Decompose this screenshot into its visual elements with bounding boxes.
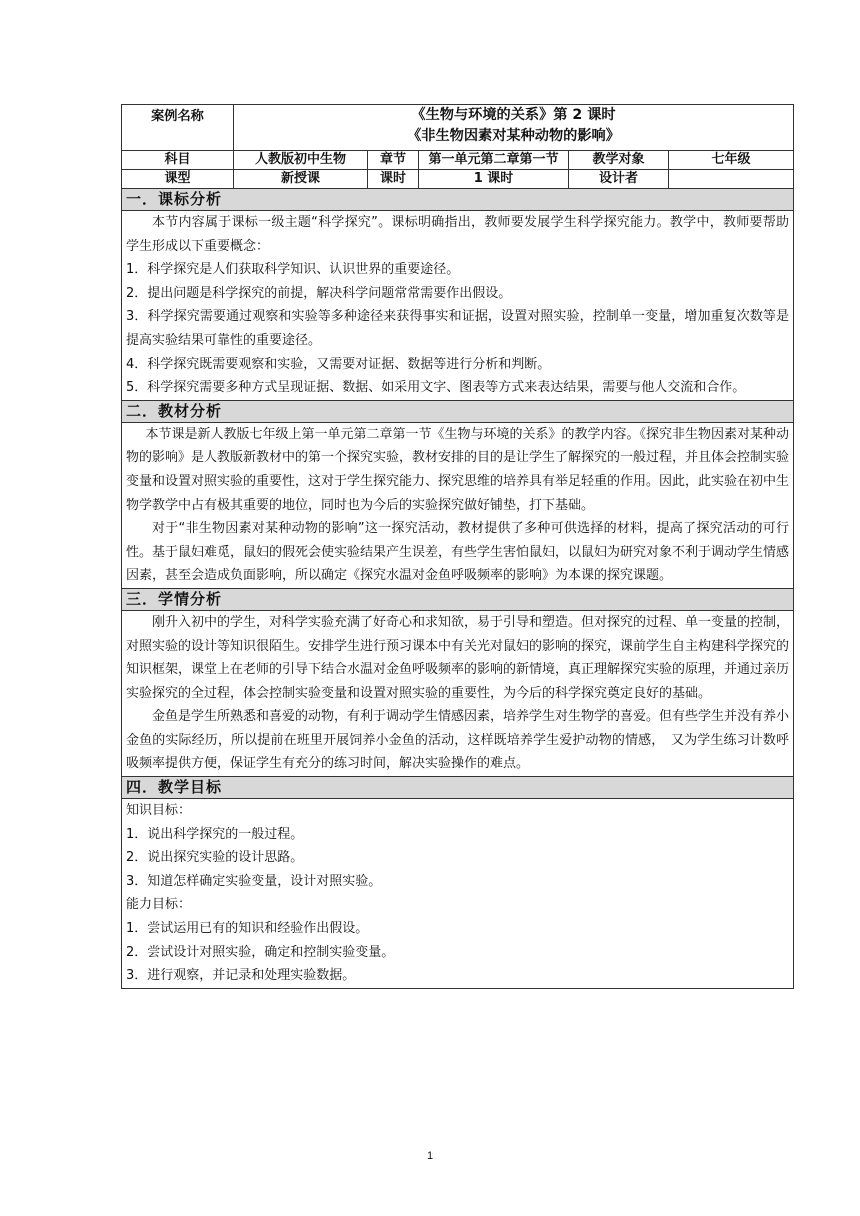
meta-audience-label: 教学对象: [569, 151, 669, 170]
meta-chapter-label: 章节: [368, 151, 419, 170]
meta-subject-value: 人教版初中生物: [234, 151, 368, 170]
section-heading-row: [122, 588, 794, 610]
section-body-row: [122, 799, 794, 989]
meta-row-1: [122, 151, 794, 170]
meta-designer-label: 设计者: [569, 170, 669, 189]
section-4-heading: 四．教学目标: [122, 777, 794, 799]
title-row: [122, 105, 794, 151]
meta-audience-value: 七年级: [669, 151, 794, 170]
section-3-heading: 三．学情分析: [122, 588, 794, 610]
subheading: 能力目标：: [126, 897, 192, 913]
section-body-row: [122, 422, 794, 588]
lesson-title-line1: 《生物与环境的关系》第 2 课时: [411, 107, 616, 123]
paragraph: 本节课是新人教版七年级上第一单元第二章第一节《生物与环境的关系》的教学内容。《探究非生物因素对某种动物的影响》是人教版新教材中的第一个探究实验，教材安排的目的是让学生了解探究的一般过程，并且体会控制实验变量和设置对照实验的重要性，这对于学生探究能力、探究思维的培养具有举足轻重的作用。因此，此实验在初中生物学教学中占有极其重要的地位，同时也为今后的实验探究做好铺垫，打下基础。: [126, 426, 790, 513]
case-name-label: 案例名称: [122, 105, 234, 151]
meta-type-label: 课型: [122, 170, 234, 189]
list-item: 3．进行观察，并记录和处理实验数据。: [126, 968, 356, 984]
meta-type-value: 新授课: [234, 170, 368, 189]
paragraph: 金鱼是学生所熟悉和喜爱的动物，有利于调动学生情感因素，培养学生对生物学的喜爱。但有些学生并没有养小金鱼的实际经历，所以提前在班里开展饲养小金鱼的活动，这样既培养学生爱护动物的情感， 又为学生练习计数呼吸频率提供方便，保证学生有充分的练习时间，解决实验操作的难点。: [126, 709, 790, 772]
list-item: 1．尝试运用已有的知识和经验作出假设。: [126, 921, 369, 937]
list-item: 2．提出问题是科学探究的前提，解决科学问题常常需要作出假设。: [126, 285, 512, 301]
list-item: 3．知道怎样确定实验变量，设计对照实验。: [126, 873, 382, 889]
meta-hours-label: 课时: [368, 170, 419, 189]
section-4-body: [122, 799, 794, 989]
meta-designer-value: [669, 170, 794, 189]
section-1-body: [122, 211, 794, 401]
page-number: 1: [426, 1150, 434, 1162]
section-1-heading: 一．课标分析: [122, 189, 794, 211]
list-item: 5．科学探究需要多种方式呈现证据、数据、如采用文字、图表等方式来表达结果，需要与他人交流和合作。: [126, 380, 746, 396]
list-item: 4．科学探究既需要观察和实验，又需要对证据、数据等进行分析和判断。: [126, 356, 551, 372]
section-heading-row: [122, 189, 794, 211]
section-2-body: [122, 422, 794, 588]
lesson-plan-table: [121, 104, 794, 989]
meta-chapter-value: 第一单元第二章第一节: [419, 151, 569, 170]
meta-hours-value: 1 课时: [419, 170, 569, 189]
list-item: 2．尝试设计对照实验，确定和控制实验变量。: [126, 944, 395, 960]
list-item: 1．科学探究是人们获取科学知识、认识世界的重要途径。: [126, 262, 460, 278]
lesson-title: [234, 105, 794, 151]
list-item: 2．说出探究实验的设计思路。: [126, 850, 304, 866]
section-body-row: [122, 610, 794, 776]
meta-row-2: [122, 170, 794, 189]
section-2-heading: 二．教材分析: [122, 400, 794, 422]
subheading: 知识目标：: [126, 803, 192, 819]
section-heading-row: [122, 777, 794, 799]
paragraph: 刚升入初中的学生，对科学实验充满了好奇心和求知欲，易于引导和塑造。但对探究的过程、单一变量的控制，对照实验的设计等知识很陌生。安排学生进行预习课本中有关光对鼠妇的影响的探究，课前学生自主构建科学探究的知识框架，课堂上在老师的引导下结合水温对金鱼呼吸频率的影响的新情境，真正理解探究实验的原理，并通过亲历实验探究的全过程，体会控制实验变量和设置对照实验的重要性，为今后的科学探究奠定良好的基础。: [126, 614, 790, 701]
section-3-body: [122, 610, 794, 776]
lesson-title-line2: 《非生物因素对某种动物的影响》: [407, 128, 620, 144]
paragraph: 本节内容属于课标一级主题“科学探究”。课标明确指出，教师要发展学生科学探究能力。教学中，教师要帮助学生形成以下重要概念：: [126, 215, 790, 254]
section-heading-row: [122, 400, 794, 422]
section-body-row: [122, 211, 794, 401]
paragraph: 对于“非生物因素对某种动物的影响”这一探究活动，教材提供了多种可供选择的材料，提高了探究活动的可行性。基于鼠妇难觅，鼠妇的假死会使实验结果产生误差，有些学生害怕鼠妇，以鼠妇为研究对象不利于调动学生情感因素，甚至会造成负面影响，所以确定《探究水温对金鱼呼吸频率的影响》为本课的探究课题。: [126, 521, 790, 584]
meta-subject-label: 科目: [122, 151, 234, 170]
list-item: 1．说出科学探究的一般过程。: [126, 826, 304, 842]
list-item: 3．科学探究需要通过观察和实验等多种途径来获得事实和证据，设置对照实验，控制单一变量，增加重复次数等是提高实验结果可靠性的重要途径。: [126, 309, 790, 348]
